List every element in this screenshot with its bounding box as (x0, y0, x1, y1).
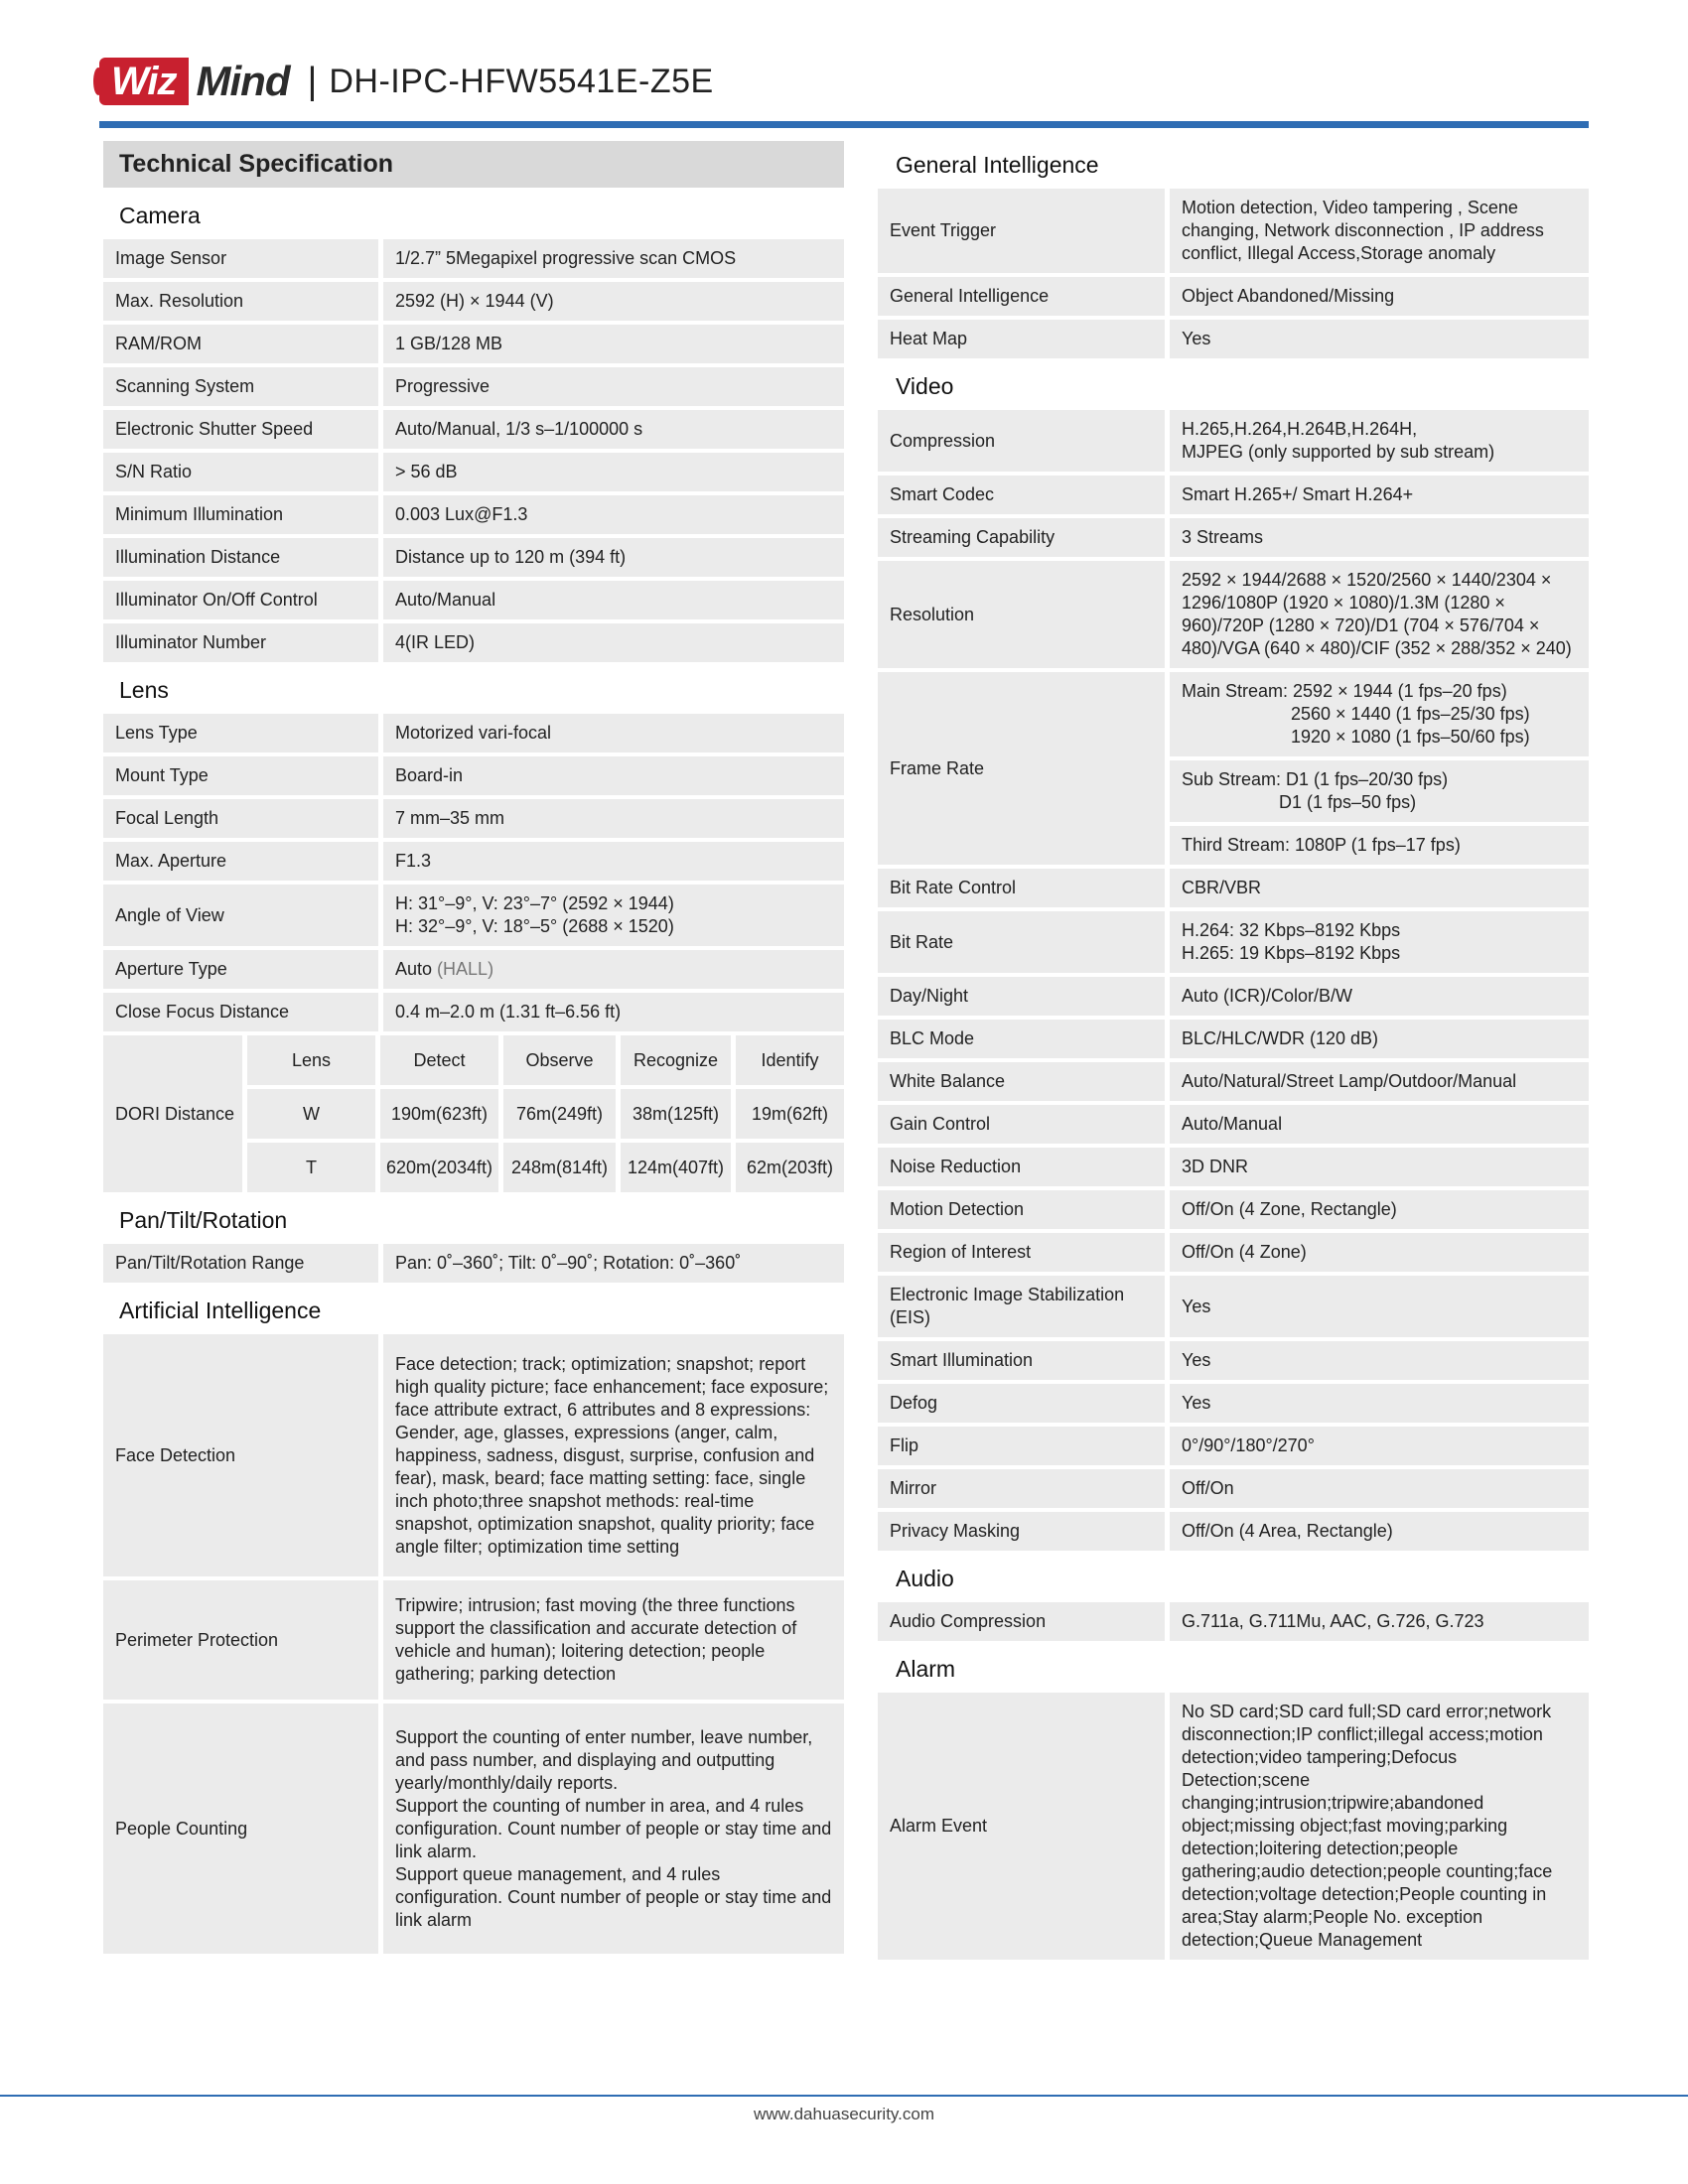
alarm-rows (878, 1693, 1589, 1960)
spec-value: 0.4 m–2.0 m (1.31 ft–6.56 ft) (383, 993, 844, 1031)
spec-value: Yes (1170, 320, 1589, 358)
spec-row (103, 885, 844, 946)
spec-key: Audio Compression (878, 1602, 1170, 1641)
spec-value: Yes (1170, 1384, 1589, 1423)
spec-key: People Counting (103, 1704, 383, 1954)
spec-row (103, 842, 844, 881)
dori-cell: T (247, 1143, 380, 1192)
spec-key: Bit Rate Control (878, 869, 1170, 907)
spec-value: 3D DNR (1170, 1148, 1589, 1186)
spec-key: Lens Type (103, 714, 383, 752)
spec-row (103, 1334, 844, 1576)
spec-row (103, 367, 844, 406)
spec-key: Event Trigger (878, 189, 1170, 273)
spec-key: Region of Interest (878, 1233, 1170, 1272)
lens-rows (103, 714, 844, 946)
logo-mind: Mind (196, 58, 290, 104)
spec-value: Smart H.265+/ Smart H.264+ (1170, 476, 1589, 514)
spec-value: Auto/Manual (1170, 1105, 1589, 1144)
dori-header: Lens (247, 1035, 380, 1085)
spec-key: Frame Rate (878, 672, 1170, 865)
spec-key: Mount Type (103, 756, 383, 795)
spec-row (878, 1341, 1589, 1380)
spec-value: 4(IR LED) (383, 623, 844, 662)
dori-cell: 620m(2034ft) (380, 1143, 503, 1192)
spec-row (878, 869, 1589, 907)
spec-key: Minimum Illumination (103, 495, 383, 534)
dori-header-row (103, 1035, 844, 1085)
spec-row (878, 518, 1589, 557)
footer-url: www.dahuasecurity.com (753, 2105, 935, 2123)
spec-row (103, 453, 844, 491)
spec-key: White Balance (878, 1062, 1170, 1101)
spec-row (878, 911, 1589, 973)
spec-value: 1 GB/128 MB (383, 325, 844, 363)
frame-third: Third Stream: 1080P (1 fps–17 fps) (1170, 826, 1589, 865)
spec-row (878, 189, 1589, 273)
spec-row (878, 672, 1589, 756)
spec-key: Mirror (878, 1469, 1170, 1508)
spec-row (878, 1384, 1589, 1423)
spec-value: H.264: 32 Kbps–8192 Kbps H.265: 19 Kbps–8192 Kbps (1170, 911, 1589, 973)
spec-row (103, 538, 844, 577)
spec-row (103, 1244, 844, 1283)
spec-value: Off/On (4 Zone) (1170, 1233, 1589, 1272)
spec-value: BLC/HLC/WDR (120 dB) (1170, 1020, 1589, 1058)
dori-header: Recognize (621, 1035, 736, 1085)
spec-row (103, 495, 844, 534)
section-audio: Audio (896, 1566, 954, 1591)
logo-wiz: Wiz (99, 58, 189, 105)
spec-row (103, 756, 844, 795)
aperture-value: Auto (395, 959, 433, 979)
spec-value: 2592 × 1944/2688 × 1520/2560 × 1440/2304 × 1296/1080P (1920 × 1080)/1.3M (1280 × 960)/720P (1280 × 720)/D1 (704 × 576/704 × 480)/VGA (640 × 480)/CIF (352 × 288/352 × 240) (1170, 561, 1589, 668)
video-rows-a (878, 410, 1589, 668)
spec-title-row (103, 141, 844, 188)
spec-key: Defog (878, 1384, 1170, 1423)
camera-rows (103, 239, 844, 662)
spec-key: Privacy Masking (878, 1512, 1170, 1551)
spec-row (878, 1602, 1589, 1641)
spec-value: 2592 (H) × 1944 (V) (383, 282, 844, 321)
spec-value: 7 mm–35 mm (383, 799, 844, 838)
dori-cell: W (247, 1089, 380, 1139)
spec-value: Object Abandoned/Missing (1170, 277, 1589, 316)
spec-value: Auto (ICR)/Color/B/W (1170, 977, 1589, 1016)
spec-value: Auto/Manual (383, 581, 844, 619)
spec-value: Yes (1170, 1276, 1589, 1337)
spec-row (878, 1469, 1589, 1508)
spec-row (878, 1062, 1589, 1101)
spec-key: Aperture Type (103, 950, 383, 989)
dori-header: Identify (736, 1035, 844, 1085)
spec-key: Image Sensor (103, 239, 383, 278)
spec-value: G.711a, G.711Mu, AAC, G.726, G.723 (1170, 1602, 1589, 1641)
section-alarm: Alarm (896, 1656, 956, 1682)
spec-row (878, 1190, 1589, 1229)
frame-main-2: 2560 × 1440 (1 fps–25/30 fps) (1291, 704, 1530, 724)
spec-key: Resolution (878, 561, 1170, 668)
header-separator: | (307, 60, 318, 102)
spec-key: Smart Illumination (878, 1341, 1170, 1380)
spec-value (1170, 672, 1589, 756)
spec-row (103, 1704, 844, 1954)
spec-row (878, 1693, 1589, 1960)
spec-key: RAM/ROM (103, 325, 383, 363)
section-camera: Camera (119, 203, 201, 228)
section-pan-tilt-rotation: Pan/Tilt/Rotation (119, 1207, 288, 1233)
frame-sub-2: D1 (1 fps–50 fps) (1279, 792, 1417, 812)
spec-value: Tripwire; intrusion; fast moving (the three functions support the classification and accurate detection of vehicle and human); loitering detection; people gathering; parking detection (383, 1580, 844, 1700)
spec-key: Noise Reduction (878, 1148, 1170, 1186)
spec-value: Board-in (383, 756, 844, 795)
spec-value: > 56 dB (383, 453, 844, 491)
spec-value: CBR/VBR (1170, 869, 1589, 907)
spec-key: Illuminator On/Off Control (103, 581, 383, 619)
spec-key: Alarm Event (878, 1693, 1170, 1960)
spec-key: Electronic Image Stabilization (EIS) (878, 1276, 1170, 1337)
spec-key: Max. Resolution (103, 282, 383, 321)
spec-row (103, 799, 844, 838)
spec-key: Illumination Distance (103, 538, 383, 577)
spec-value: Distance up to 120 m (394 ft) (383, 538, 844, 577)
section-video: Video (896, 373, 954, 399)
spec-key: Motion Detection (878, 1190, 1170, 1229)
spec-table-left-2 (103, 1192, 844, 1958)
spec-row (878, 410, 1589, 472)
spec-value: F1.3 (383, 842, 844, 881)
dori-cell: 38m(125ft) (621, 1089, 736, 1139)
spec-key: Bit Rate (878, 911, 1170, 973)
spec-value: Progressive (383, 367, 844, 406)
spec-key: Smart Codec (878, 476, 1170, 514)
spec-row (103, 282, 844, 321)
section-general-intelligence: General Intelligence (896, 152, 1099, 178)
spec-row (878, 1512, 1589, 1551)
spec-key: Compression (878, 410, 1170, 472)
spec-row (103, 410, 844, 449)
general-rows (878, 189, 1589, 358)
dori-cell: 248m(814ft) (503, 1143, 621, 1192)
spec-row (878, 1233, 1589, 1272)
spec-key: Heat Map (878, 320, 1170, 358)
spec-row (878, 561, 1589, 668)
spec-key: Face Detection (103, 1334, 383, 1576)
spec-value: H: 31°–9°, V: 23°–7° (2592 × 1944) H: 32°–9°, V: 18°–5° (2688 × 1520) (383, 885, 844, 946)
spec-key: General Intelligence (878, 277, 1170, 316)
spec-table-right (878, 137, 1589, 1964)
spec-value: Face detection; track; optimization; snapshot; report high quality picture; face enhancement; face exposure; face attribute extract, 6 attributes and 8 expressions: Gender, age, glasses, expressions (anger, calm, happiness, sadness, disgust, surprise, confusion and fear), mask, beard; face matting setting: face, single inch photo;three snapshot methods: real-time snapshot, optimization snapshot, quality priority; face angle filter; optimization time setting (383, 1334, 844, 1576)
dori-cell: 76m(249ft) (503, 1089, 621, 1139)
spec-row (103, 1580, 844, 1700)
wizmind-logo (99, 56, 289, 107)
dori-label: DORI Distance (103, 1035, 247, 1192)
section-lens: Lens (119, 677, 169, 703)
spec-row (878, 476, 1589, 514)
spec-key: Close Focus Distance (103, 993, 383, 1031)
spec-value: Motion detection, Video tampering , Scene changing, Network disconnection , IP address conflict, Illegal Access,Storage anomaly (1170, 189, 1589, 273)
dori-header: Observe (503, 1035, 621, 1085)
spec-key: Illuminator Number (103, 623, 383, 662)
spec-row (103, 993, 844, 1031)
spec-row (878, 320, 1589, 358)
spec-key: Focal Length (103, 799, 383, 838)
spec-value: Auto/Natural/Street Lamp/Outdoor/Manual (1170, 1062, 1589, 1101)
spec-value (383, 950, 844, 989)
spec-table-left (103, 137, 844, 1035)
frame-main: Main Stream: 2592 × 1944 (1 fps–20 fps) (1182, 681, 1507, 701)
spec-value: 3 Streams (1170, 518, 1589, 557)
spec-key: Perimeter Protection (103, 1580, 383, 1700)
spec-row (878, 277, 1589, 316)
spec-value: H.265,H.264,H.264B,H.264H, MJPEG (only supported by sub stream) (1170, 410, 1589, 472)
spec-value (1170, 760, 1589, 822)
spec-value: 0°/90°/180°/270° (1170, 1427, 1589, 1465)
spec-value: Pan: 0˚–360˚; Tilt: 0˚–90˚; Rotation: 0˚–360˚ (383, 1244, 844, 1283)
spec-key: BLC Mode (878, 1020, 1170, 1058)
spec-row (878, 1427, 1589, 1465)
spec-row (878, 1105, 1589, 1144)
spec-value: Off/On (1170, 1469, 1589, 1508)
spec-value: Off/On (4 Area, Rectangle) (1170, 1512, 1589, 1551)
footer-rule (0, 2095, 1688, 2097)
spec-value: Yes (1170, 1341, 1589, 1380)
audio-rows (878, 1602, 1589, 1641)
dori-header: Detect (380, 1035, 503, 1085)
dori-cell: 124m(407ft) (621, 1143, 736, 1192)
spec-row (103, 581, 844, 619)
spec-row (103, 950, 844, 989)
spec-value: Motorized vari-focal (383, 714, 844, 752)
spec-key: Day/Night (878, 977, 1170, 1016)
spec-row (878, 1020, 1589, 1058)
page-header (99, 52, 714, 111)
spec-row (878, 977, 1589, 1016)
spec-value: No SD card;SD card full;SD card error;network disconnection;IP conflict;illegal access;motion detection;video tampering;Defocus Detection;scene changing;intrusion;tripwire;abandoned object;missing object;fast moving;parking detection;loitering detection;people gathering;audio detection;people counting;face detection;voltage detection;People counting in area;Stay alarm;People No. exception detection;Queue Management (1170, 1693, 1589, 1960)
spec-key: Scanning System (103, 367, 383, 406)
spec-key: S/N Ratio (103, 453, 383, 491)
video-rows-b (878, 869, 1589, 1551)
spec-value: Support the counting of enter number, leave number, and pass number, and displaying and outputting yearly/monthly/daily reports. Support the counting of number in area, and 4 rules configuration. Count number of people or stay time and link alarm. Support queue management, and 4 rules configuration. Count number of people or stay time and link alarm (383, 1704, 844, 1954)
frame-sub: Sub Stream: D1 (1 fps–20/30 fps) (1182, 769, 1449, 789)
dori-cell: 62m(203ft) (736, 1143, 844, 1192)
spec-row (103, 623, 844, 662)
spec-key: Max. Aperture (103, 842, 383, 881)
aperture-note: (HALL) (437, 959, 494, 979)
spec-value: 1/2.7” 5Megapixel progressive scan CMOS (383, 239, 844, 278)
dori-cell: 19m(62ft) (736, 1089, 844, 1139)
left-column (103, 137, 844, 1958)
spec-row (103, 325, 844, 363)
spec-row (103, 239, 844, 278)
frame-main-3: 1920 × 1080 (1 fps–50/60 fps) (1291, 727, 1530, 747)
spec-row (103, 714, 844, 752)
spec-key: Pan/Tilt/Rotation Range (103, 1244, 383, 1283)
spec-row (878, 1276, 1589, 1337)
spec-key: Streaming Capability (878, 518, 1170, 557)
spec-key: Flip (878, 1427, 1170, 1465)
model-number: DH-IPC-HFW5541E-Z5E (329, 62, 714, 100)
spec-key: Gain Control (878, 1105, 1170, 1144)
spec-title: Technical Specification (103, 141, 844, 188)
spec-key: Angle of View (103, 885, 383, 946)
right-column (878, 137, 1589, 1964)
dori-cell: 190m(623ft) (380, 1089, 503, 1139)
spec-key: Electronic Shutter Speed (103, 410, 383, 449)
spec-value: Off/On (4 Zone, Rectangle) (1170, 1190, 1589, 1229)
dori-table (103, 1031, 844, 1196)
spec-row (878, 1148, 1589, 1186)
header-rule (99, 121, 1589, 128)
spec-value: Auto/Manual, 1/3 s–1/100000 s (383, 410, 844, 449)
spec-value: 0.003 Lux@F1.3 (383, 495, 844, 534)
section-artificial-intelligence: Artificial Intelligence (119, 1297, 322, 1323)
